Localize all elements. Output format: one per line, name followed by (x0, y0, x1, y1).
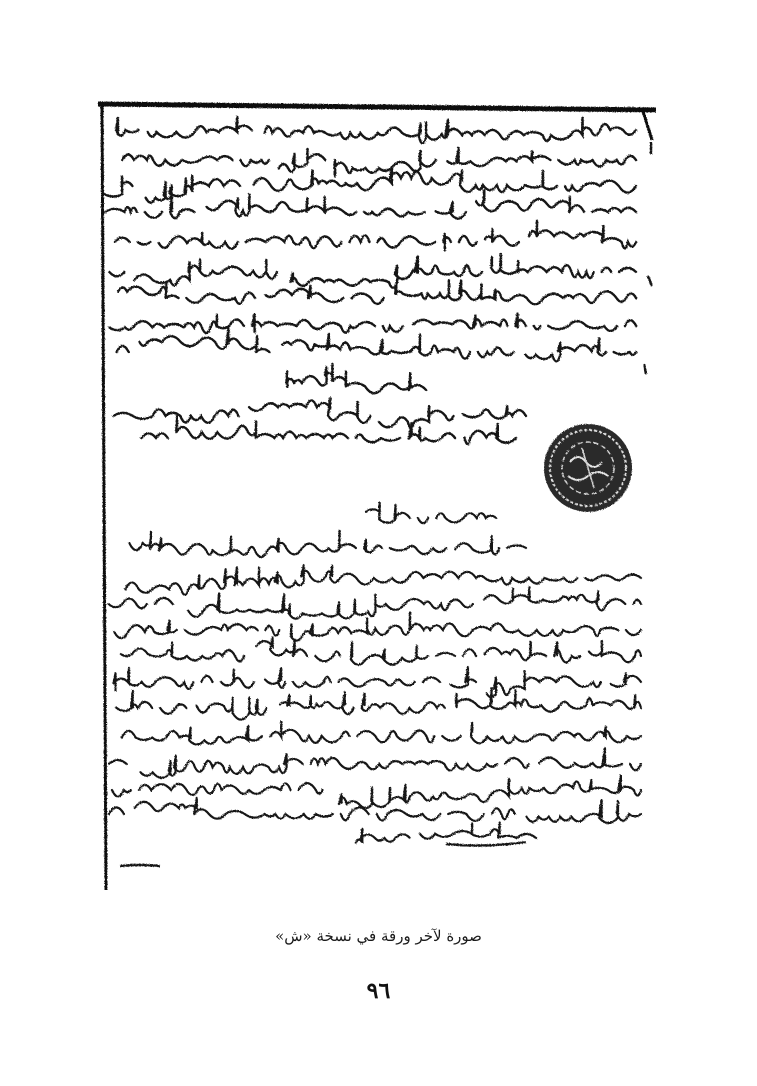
handwritten-line (366, 503, 496, 524)
manuscript-image (96, 100, 656, 890)
handwritten-line (116, 117, 636, 143)
handwritten-line (121, 637, 641, 665)
figure-caption: صورة لآخر ورقة في نسخة «ش» (275, 927, 482, 945)
handwritten-line (129, 531, 526, 557)
handwritten-line (109, 748, 641, 778)
page-number: ٩٦ (366, 978, 391, 1004)
handwritten-line (114, 148, 636, 177)
handwritten-line (122, 722, 641, 745)
handwritten-line (116, 688, 641, 720)
handwritten-line (105, 398, 526, 429)
handwritten-line (134, 416, 517, 444)
closing-flourish (120, 842, 526, 866)
handwritten-line (356, 823, 536, 843)
upper-text-block (105, 117, 637, 444)
handwritten-line (109, 313, 636, 333)
handwritten-line (109, 329, 637, 362)
handwritten-line (115, 221, 636, 251)
handwritten-line (125, 565, 641, 595)
handwritten-line (109, 254, 636, 288)
handwritten-line (118, 280, 636, 304)
seal-stamp (544, 424, 632, 512)
lower-text-block (109, 503, 641, 843)
handwritten-line (286, 364, 426, 393)
handwritten-line (113, 667, 641, 697)
handwritten-line (112, 776, 641, 808)
handwritten-line (109, 798, 641, 823)
margin-marks (644, 142, 652, 374)
